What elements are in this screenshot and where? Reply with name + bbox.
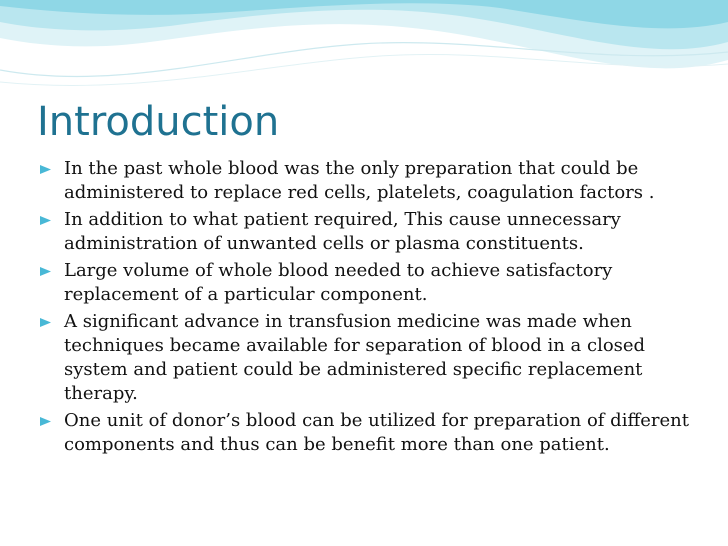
- bullet-item: [38, 157, 710, 205]
- triangle-bullet-icon: [40, 318, 51, 327]
- bullet-text: Large volume of whole blood needed to achieve satisfactory replacement of a particular component.: [64, 260, 613, 305]
- triangle-bullet-icon: [40, 216, 51, 225]
- slide-title: Introduction: [37, 99, 280, 145]
- bullet-text: One unit of donor’s blood can be utilized for preparation of different components and thus can be benefit more than one patient.: [64, 410, 689, 455]
- triangle-bullet-icon: [40, 417, 51, 426]
- bullet-item: [38, 409, 710, 457]
- bullet-item: [38, 310, 710, 406]
- bullet-text: In the past whole blood was the only preparation that could be administered to replace red cells, platelets, coagulation factors .: [64, 158, 655, 203]
- wave-banner-decoration: [0, 0, 728, 100]
- bullet-text: A significant advance in transfusion medicine was made when techniques became available for separation of blood in a closed system and patient could be administered specific replacement therapy.: [64, 311, 646, 404]
- bullet-list: [38, 157, 710, 460]
- bullet-item: [38, 208, 710, 256]
- bullet-text: In addition to what patient required, This cause unnecessary administration of unwanted cells or plasma constituents.: [64, 209, 621, 254]
- triangle-bullet-icon: [40, 267, 51, 276]
- bullet-item: [38, 259, 710, 307]
- triangle-bullet-icon: [40, 165, 51, 174]
